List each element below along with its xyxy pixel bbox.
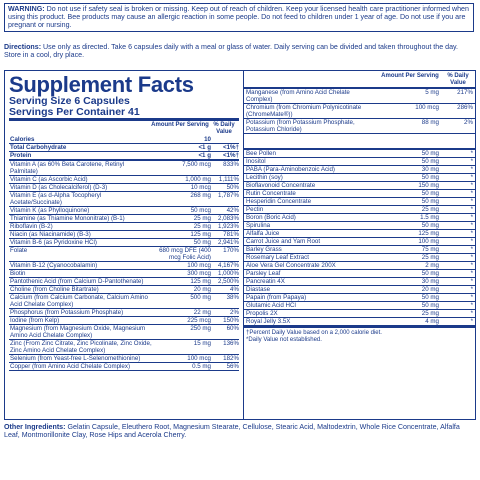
nutrient-row [244,310,475,318]
nutrient-amount: 88 mg [421,119,439,126]
nutrient-row [9,239,239,247]
nutrient-dv: 1,000% [218,270,239,277]
nutrient-amount: 25 mg [421,310,439,317]
right-mineral-list [244,89,475,134]
directions-text: Use only as directed. Take 6 capsules daily with a meal or glass of water. Daily serving can be divided and taken throughout the day. Store in a cool, dry place. [4,43,459,60]
nutrient-amount: 0.5 mg [192,363,211,370]
warning-text: Do not use if safety seal is broken or missing. Keep out of reach of children. Keep your licensed health care practitioner informed when using this product. Bee products may cause an allergic reaction in some people. Do not feed to children under 1 year of age. Do not use if you are pregnant or nursing. [8,5,469,30]
nutrient-dv: * [470,254,473,261]
supplement-facts-panel [4,70,476,420]
nutrient-dv: * [470,310,473,317]
nutrient-name: Alfalfa Juice [246,230,280,237]
nutrient-row [244,286,475,294]
nutrient-row [244,318,475,326]
nutrient-name: Choline (from Choline Bitartrate) [10,286,99,293]
nutrient-row [244,230,475,238]
nutrient-row [244,166,475,174]
nutrient-amount: 25 mg [421,254,439,261]
nutrient-name: Vitamin E (as d-Alpha Tocopheryl Acetate/Succinate) [10,192,102,206]
nutrient-name: Pectin [246,206,264,213]
nutrient-dv: * [470,278,473,285]
nutrient-dv: * [470,174,473,181]
nutrient-name: Royal Jelly 3.5X [246,318,291,325]
nutrient-name: Inositol [246,158,266,165]
nutrient-row [244,214,475,222]
nutrient-dv: 2% [464,119,473,126]
nutrient-name: Glutamic Acid HCl [246,302,296,309]
nutrient-row [9,184,239,192]
nutrient-name: Barley Grass [246,246,282,253]
nutrient-amount: 22 mg [193,309,211,316]
nutrient-amount: 125 mg [190,278,211,285]
nutrient-name: Manganese (from Amino Acid Chelate Complex) [246,89,350,103]
nutrient-row [244,119,475,134]
nutrient-dv: * [470,246,473,253]
nutrient-row [9,270,239,278]
nutrient-row [244,254,475,262]
nutrient-dv [213,136,239,143]
nutrient-amount: 15 mg [193,340,211,347]
nutrient-amount: 7,500 mcg [182,161,211,168]
nutrient-amount: 50 mg [421,294,439,301]
nutrient-amount: 30 mg [421,278,439,285]
nutrient-name: Propolis 2X [246,310,278,317]
nutrient-row [244,294,475,302]
nutrient-name: Boron (Boric Acid) [246,214,296,221]
servings-per-container: Servings Per Container 41 [9,106,140,118]
separator [244,134,475,150]
nutrient-name: Carrot Juice and Yam Root [246,238,321,245]
nutrient-row [244,104,475,119]
nutrient-name: Phosphorus (from Potassium Phosphate) [10,309,124,316]
nutrient-amount: 250 mg [190,325,211,332]
nutrient-amount: 50 mg [421,270,439,277]
nutrient-amount: 50 mcg [190,207,211,214]
nutrient-row [9,309,239,317]
nutrient-name: Vitamin B-6 (as Pyridoxine HCl) [10,239,97,246]
directions-label: Directions: [4,43,42,51]
nutrient-dv: 217% [457,89,473,96]
nutrient-name: Total Carbohydrate [10,144,67,151]
nutrient-row [9,152,239,161]
nutrient-row [9,223,239,231]
nutrient-amount: 10 mcg [190,184,211,191]
nutrient-amount: 25 mg [421,206,439,213]
nutrient-amount: 1,000 mg [185,176,211,183]
nutrient-row [244,190,475,198]
nutrient-row [9,207,239,215]
nutrient-amount: <1 g [198,152,211,159]
footnote-not-established: *Daily Value not established. [246,337,322,343]
nutrient-dv: * [470,182,473,189]
nutrient-row [9,340,239,355]
nutrient-amount: 50 mg [193,239,211,246]
nutrient-amount: 50 mg [421,190,439,197]
nutrient-amount: 25 mg [193,223,211,230]
nutrient-amount: 100 mg [418,238,439,245]
nutrient-name: Calcium (from Calcium Carbonate, Calcium Amino Acid Chelate Complex) [10,294,148,308]
nutrient-name: Biotin [10,270,26,277]
nutrient-name: Vitamin K (as Phylloquinone) [10,207,90,214]
nutrient-name: PABA (Para-Aminobenzoic Acid) [246,166,335,173]
other-ingredients [4,423,474,440]
nutrient-dv: * [470,230,473,237]
nutrient-amount: 5 mg [425,89,439,96]
nutrient-dv: 1,923% [218,223,239,230]
nutrient-row [244,198,475,206]
left-nutrient-list [9,136,239,371]
nutrient-row [9,317,239,325]
nutrient-name: Rosemary Leaf Extract [246,254,309,261]
nutrient-amount: 125 mg [190,231,211,238]
nutrient-dv: 170% [223,247,239,254]
nutrient-dv: * [470,294,473,301]
nutrient-name: Riboflavin (B-2) [10,223,53,230]
nutrient-amount: 150 mg [418,182,439,189]
nutrient-dv: * [470,238,473,245]
nutrient-dv: * [470,150,473,157]
nutrient-dv: 1,787% [218,192,239,199]
nutrient-row [244,222,475,230]
nutrient-amount: 300 mcg [187,270,211,277]
nutrient-row [244,89,475,104]
nutrient-amount: 268 mg [190,192,211,199]
footnotes [244,326,475,346]
nutrient-amount: 50 mg [421,150,439,157]
nutrient-name: Papain (from Papaya) [246,294,307,301]
nutrient-dv: 781% [223,231,239,238]
nutrient-name: Calories [10,136,35,143]
nutrient-row [244,150,475,158]
nutrient-name: Selenium (from Yeast-free L-Selenomethionine) [10,355,141,362]
nutrient-row [244,238,475,246]
serving-size: Serving Size 6 Capsules [9,95,130,107]
nutrient-name: Rutin Concentrate [246,190,296,197]
nutrient-amount: 50 mg [421,222,439,229]
nutrient-dv: 60% [226,325,239,332]
nutrient-row [244,262,475,270]
nutrient-dv: * [470,286,473,293]
nutrient-dv: 50% [226,184,239,191]
nutrient-row [9,192,239,207]
nutrient-amount: 30 mg [421,166,439,173]
nutrient-dv: 182% [223,355,239,362]
nutrient-dv: 2,083% [218,215,239,222]
right-ingredient-list [244,150,475,326]
nutrient-amount: 1.5 mg [420,214,439,221]
nutrient-row [244,182,475,190]
nutrient-amount: 50 mg [421,174,439,181]
nutrient-amount: 4 mg [425,318,439,325]
nutrient-amount: 500 mg [190,294,211,301]
nutrient-dv: 286% [457,104,473,111]
nutrient-row [244,270,475,278]
nutrient-row [9,286,239,294]
nutrient-dv: 150% [223,317,239,324]
nutrient-amount: 225 mcg [187,317,211,324]
nutrient-amount: 50 mg [421,158,439,165]
nutrient-amount: 20 mg [193,286,211,293]
nutrient-row [9,176,239,184]
nutrient-name: Vitamin A (as 60% Beta Carotene, Retinyl Palmitate) [10,161,125,175]
nutrient-name: Diastase [246,286,271,293]
nutrient-row [244,278,475,286]
nutrient-dv: * [470,158,473,165]
nutrient-amount: 680 mcg DFE (400 mcg Folic Acid) [159,247,211,261]
nutrient-row [9,363,239,371]
nutrient-amount: 100 mcg [187,355,211,362]
nutrient-dv: 1,111% [218,176,239,183]
nutrient-amount: 100 mcg [187,262,211,269]
amount-header-right: Amount Per Serving [381,73,439,79]
nutrient-amount: 75 mg [421,246,439,253]
nutrient-row [244,206,475,214]
nutrient-name: Chromium (from Chromium Polynicotinate (ChromeMate®)) [246,104,362,118]
nutrient-name: Thiamine (as Thiamine Mononitrate) (B-1) [10,215,125,222]
footnote-dv: †Percent Daily Value based on a 2,000 calorie diet. [246,330,382,336]
dv-header: % Daily Value [213,122,235,135]
nutrient-dv: * [470,214,473,221]
nutrient-dv: 4,167% [218,262,239,269]
nutrient-name: Vitamin B-12 (Cyanocobalamin) [10,262,98,269]
nutrient-dv: 4% [230,286,239,293]
nutrient-dv: 2% [230,309,239,316]
nutrient-row [9,231,239,239]
nutrient-dv: * [470,318,473,325]
nutrient-name: Bee Pollen [246,150,276,157]
nutrient-name: Iodine (from Kelp) [10,317,60,324]
facts-title: Supplement Facts [9,72,194,97]
other-ingredients-label: Other Ingredients: [4,423,66,431]
nutrient-row [9,161,239,176]
nutrient-name: Parsley Leaf [246,270,281,277]
nutrient-row [9,278,239,286]
nutrient-dv: * [470,270,473,277]
nutrient-name: Protein [10,152,32,159]
nutrient-dv: 38% [226,294,239,301]
left-column-header [9,118,239,136]
nutrient-name: Magnesium (from Magnesium Oxide, Magnesium Amino Acid Chelate Complex) [10,325,146,339]
nutrient-row [244,174,475,182]
nutrient-dv: * [470,190,473,197]
directions [4,43,474,59]
nutrient-dv: <1%† [223,144,239,151]
nutrient-row [9,136,239,144]
nutrient-name: Pantothenic Acid (from Calcium D-Pantothenate) [10,278,144,285]
nutrient-dv: 56% [226,363,239,370]
nutrient-amount: 10 [204,136,211,143]
warning-box [4,3,474,32]
nutrient-name: Folate [10,247,28,254]
dv-header-right: % Daily Value [447,73,469,86]
nutrient-name: Spirulina [246,222,271,229]
nutrient-name: Copper (from Amino Acid Chelate Complex) [10,363,131,370]
nutrient-amount: 50 mg [421,302,439,309]
amount-header: Amount Per Serving [151,122,209,128]
facts-right-column [243,71,475,419]
nutrient-amount: 100 mcg [415,104,439,111]
nutrient-dv: * [470,302,473,309]
nutrient-amount: <1 g [198,144,211,151]
nutrient-row [9,215,239,223]
nutrient-name: Hesperidin Concentrate [246,198,312,205]
nutrient-dv: 2,941% [218,239,239,246]
nutrient-name: Vitamin D (as Cholecalciferol) (D-3) [10,184,108,191]
nutrient-dv: * [470,222,473,229]
nutrient-dv: 833% [223,161,239,168]
nutrient-amount: 125 mg [418,230,439,237]
nutrient-name: Pancreatin 4X [246,278,285,285]
nutrient-row [9,247,239,262]
nutrient-dv: 42% [226,207,239,214]
nutrient-amount: 20 mg [421,286,439,293]
right-column-header [244,71,475,89]
nutrient-dv: * [470,166,473,173]
nutrient-name: Niacin (as Niacinamide) (B-3) [10,231,91,238]
nutrient-name: Zinc (From Zinc Citrate, Zinc Picolinate, Zinc Oxide, Zinc Amino Acid Chelate Complex) [10,340,152,354]
nutrient-dv: * [470,262,473,269]
other-ingredients-text: Gelatin Capsule, Eleuthero Root, Magnesium Stearate, Cellulose, Stearic Acid, Maltodextrin, Whole Rice Concentrate, Alfalfa Leaf, Montmorillonite Clay, Rose Hips and Acerola Cherry. [4,423,460,440]
nutrient-row [9,325,239,340]
nutrient-row [244,158,475,166]
nutrient-amount: 25 mg [193,215,211,222]
nutrient-row [9,355,239,363]
nutrient-row [244,302,475,310]
nutrient-dv: <1%† [223,152,239,159]
nutrient-dv: * [470,198,473,205]
nutrient-dv: 2,500% [218,278,239,285]
nutrient-name: Aloe Vera Gel Concentrate 200X [246,262,336,269]
warning-label: WARNING: [8,5,45,13]
facts-left-column [9,71,239,371]
nutrient-row [9,294,239,309]
nutrient-dv: 136% [223,340,239,347]
nutrient-dv: * [470,206,473,213]
nutrient-row [9,262,239,270]
nutrient-name: Bioflavonoid Concentrate [246,182,316,189]
nutrient-name: Lecithin (soy) [246,174,283,181]
nutrient-amount: 2 mg [425,262,439,269]
nutrient-name: Vitamin C (as Ascorbic Acid) [10,176,88,183]
nutrient-amount: 50 mg [421,198,439,205]
nutrient-name: Potassium (from Potassium Phosphate, Potassium Chloride) [246,119,355,133]
nutrient-row [244,246,475,254]
nutrient-row [9,144,239,152]
